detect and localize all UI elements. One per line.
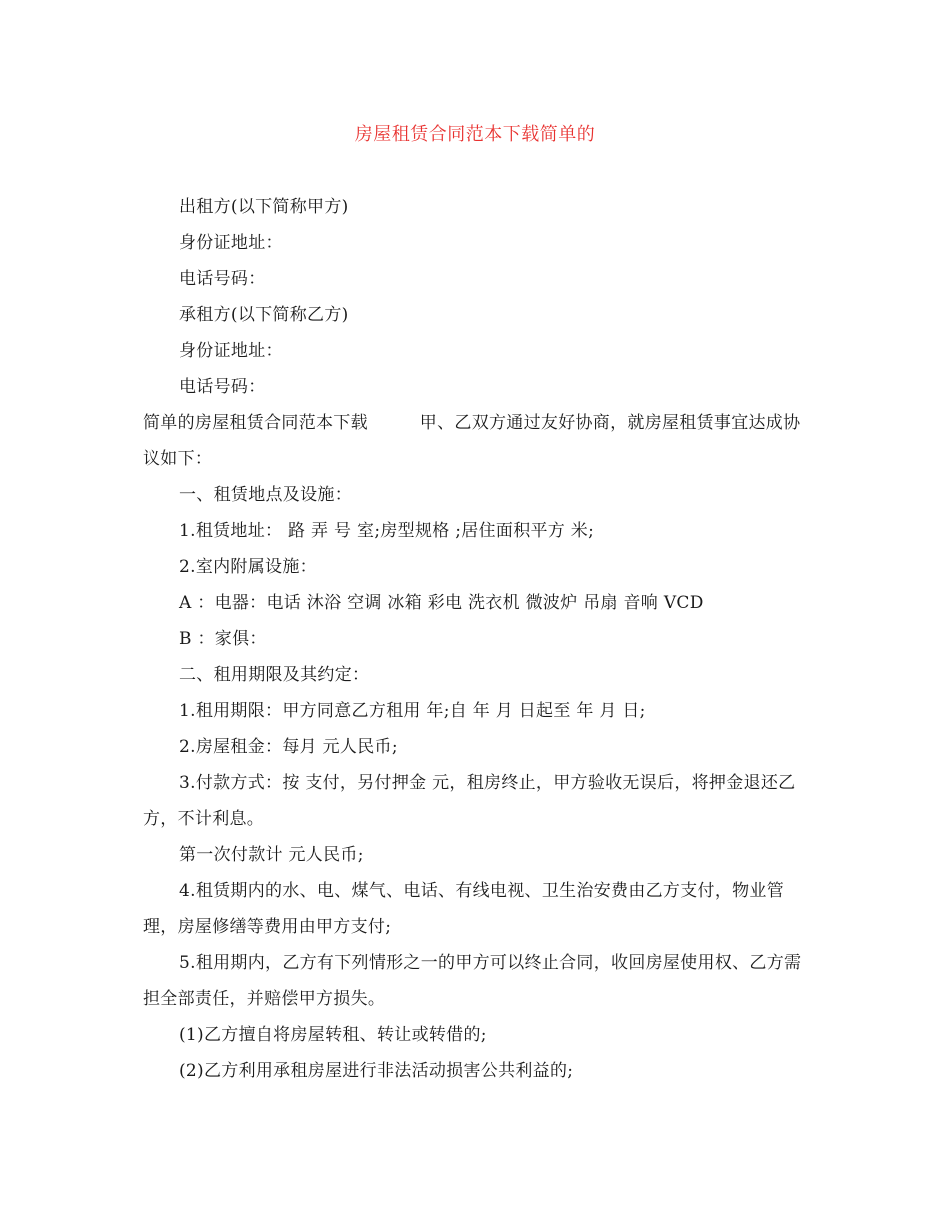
paragraph-illegal-clause: (2)乙方利用承租房屋进行非法活动损害公共利益的;: [179, 1061, 574, 1081]
paragraph-appliances: A ：电器：电话 沐浴 空调 冰箱 彩电 洗衣机 微波炉 吊扇 音响 VCD: [179, 593, 704, 613]
paragraph-lease-term: 1.租用期限：甲方同意乙方租用 年;自 年 月 日起至 年 月 日;: [179, 701, 646, 721]
paragraph-first-payment: 第一次付款计 元人民币;: [179, 845, 364, 865]
paragraph-payment-method: 3.付款方式：按 支付，另付押金 元，租房终止，甲方验收无误后，将押金退还乙方，不计利息。: [143, 773, 796, 829]
section-heading-location: 一、租赁地点及设施：: [179, 485, 352, 505]
paragraph-lessee-id-address: 身份证地址：: [179, 341, 283, 361]
paragraph-lessor: 出租方(以下简称甲方): [179, 197, 349, 217]
paragraph-facilities: 2.室内附属设施：: [179, 557, 317, 577]
paragraph-utilities: 4.租赁期内的水、电、煤气、电话、有线电视、卫生治安费由乙方支付，物业管理，房屋修缮等费用由甲方支付;: [143, 881, 785, 937]
paragraph-lessee-phone: 电话号码：: [179, 377, 266, 397]
paragraph-furniture: B ：家俱：: [179, 629, 267, 649]
paragraph-lessor-phone: 电话号码：: [179, 269, 266, 289]
paragraph-agreement-intro: 简单的房屋租赁合同范本下载 甲、乙双方通过友好协商，就房屋租赁事宜达成协议如下：: [143, 413, 801, 469]
paragraph-sublet-clause: (1)乙方擅自将房屋转租、转让或转借的;: [179, 1025, 487, 1045]
paragraph-lessee: 承租方(以下简称乙方): [179, 305, 349, 325]
section-heading-term: 二、租用期限及其约定：: [179, 665, 370, 685]
document-title: 房屋租赁合同范本下载简单的: [354, 124, 596, 145]
paragraph-address: 1.租赁地址： 路 弄 号 室;房型规格 ;居住面积平方 米;: [179, 521, 595, 541]
paragraph-termination: 5.租用期内，乙方有下列情形之一的甲方可以终止合同，收回房屋使用权、乙方需担全部责任，并赔偿甲方损失。: [143, 953, 802, 1009]
paragraph-rent: 2.房屋租金：每月 元人民币;: [179, 737, 398, 757]
paragraph-lessor-id-address: 身份证地址：: [179, 233, 283, 253]
